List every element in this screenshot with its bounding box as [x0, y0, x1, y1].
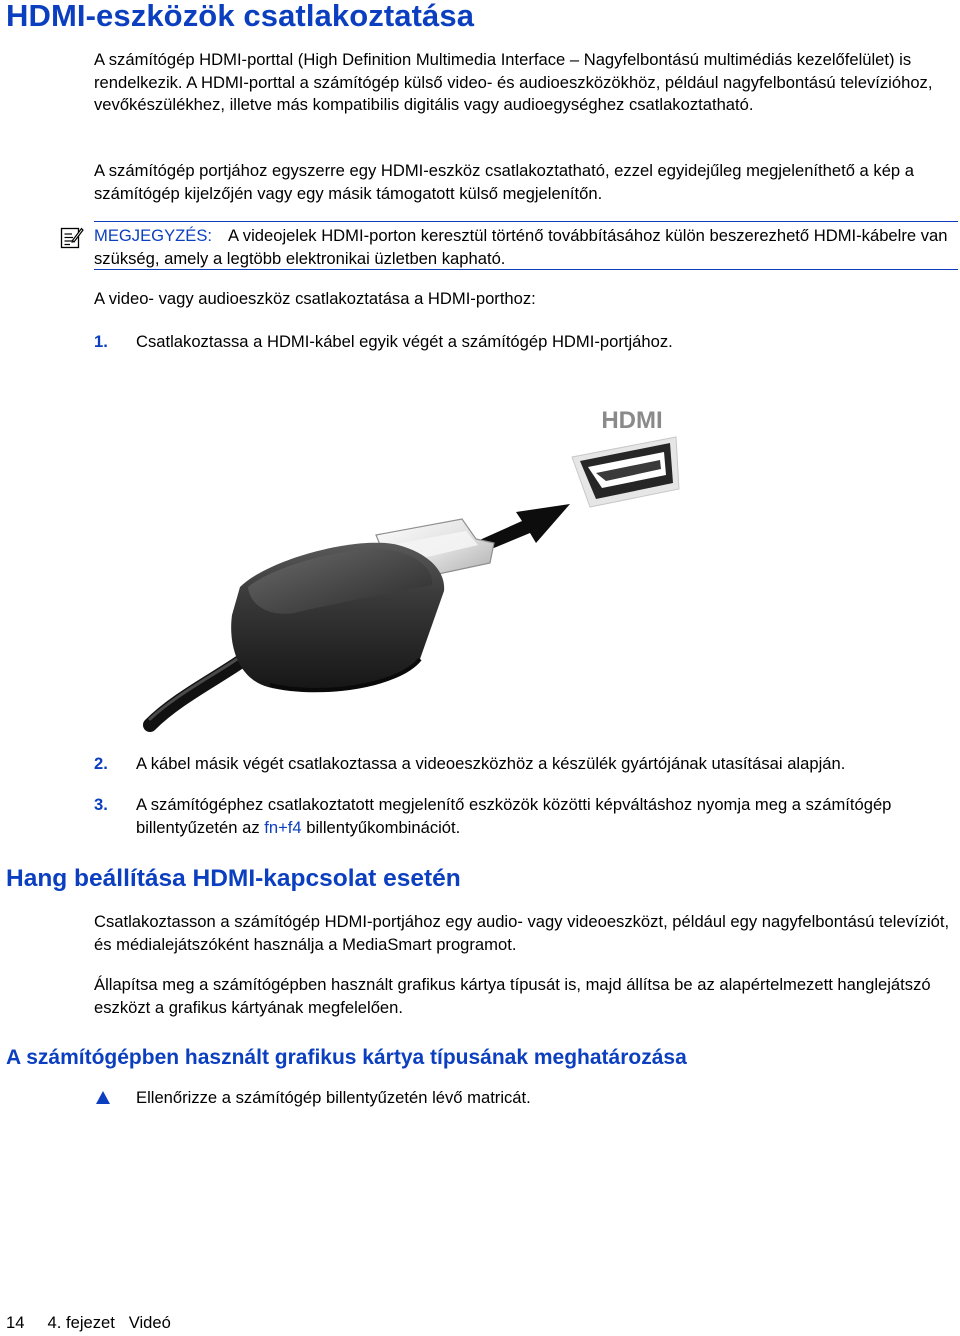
section-heading: Hang beállítása HDMI-kapcsolat esetén — [6, 865, 461, 892]
note-icon — [60, 225, 84, 249]
step-text-after: billentyűkombinációt. — [301, 817, 461, 837]
page-number: 14 — [6, 1313, 25, 1332]
key-combination: fn+f4 — [264, 817, 302, 837]
note-bottom-rule — [94, 269, 958, 270]
step-text-before: A számítógéphez csatlakoztatott megjelenítő eszközök közötti képváltáshoz nyomja meg a számítógép billentyűzetén az — [136, 795, 892, 837]
step-number: 3. — [94, 795, 108, 814]
step-number: 1. — [94, 332, 108, 351]
chapter-number: 4. fejezet — [47, 1313, 115, 1332]
step-text: Csatlakoztassa a HDMI-kábel egyik végét a számítógép HDMI-portjához. — [136, 332, 673, 351]
hdmi-plug — [231, 519, 494, 692]
step-text: A kábel másik végét csatlakoztassa a videoeszközhöz a készülék gyártójának utasításai alapján. — [136, 754, 846, 773]
note-body: A videojelek HDMI-porton keresztül történő továbbításához külön beszerezhető HDMI-kábelre van szükség, amely a legtöbb elektronikai üzletben kapható. — [94, 226, 948, 268]
triangle-bullet-icon — [96, 1091, 110, 1104]
step-text: Ellenőrizze a számítógép billentyűzetén lévő matricát. — [136, 1088, 531, 1107]
hdmi-port-label: HDMI — [601, 407, 663, 434]
chapter-title: Videó — [128, 1313, 171, 1332]
note-top-rule — [94, 221, 958, 222]
page-footer — [6, 1312, 171, 1334]
note-text — [94, 224, 958, 270]
audio-paragraph-1: Csatlakoztasson a számítógép HDMI-portjához egy audio- vagy videoeszközt, például egy nagyfelbontású televíziót, és médialejátszóként használja a MediaSmart programot. — [94, 912, 950, 954]
connect-intro: A video- vagy audioeszköz csatlakoztatása a HDMI-porthoz: — [94, 289, 536, 308]
hdmi-connection-illustration — [128, 395, 688, 735]
hdmi-port — [572, 437, 679, 507]
audio-paragraph-2: Állapítsa meg a számítógépben használt grafikus kártya típusát is, majd állítsa be az alapértelmezett hanglejátszó eszközt a grafikus kártyának megfelelően. — [94, 975, 931, 1017]
note-label: MEGJEGYZÉS: — [94, 226, 213, 245]
subsection-heading: A számítógépben használt grafikus kártya típusának meghatározása — [6, 1046, 687, 1069]
step-number: 2. — [94, 754, 108, 773]
step-text — [136, 794, 960, 839]
hdmi-cable — [150, 655, 250, 725]
intro-paragraph-2: A számítógép portjához egyszerre egy HDMI-eszköz csatlakoztatható, ezzel egyidejűleg megjeleníthető a kép a számítógép kijelzőjén vagy egy másik támogatott külső megjelenítőn. — [94, 161, 914, 203]
page-heading: HDMI-eszközök csatlakoztatása — [6, 0, 475, 33]
intro-paragraph-1: A számítógép HDMI-porttal (High Definition Multimedia Interface – Nagyfelbontású multimédiás kezelőfelület) is rendelkezik. A HDMI-porttal a számítógép külső video- és audioeszközökhöz, például nagyfelbontású televízióhoz, vevőkészülékhez, illetve más kompatibilis digitális vagy audioegységhez csatlakoztatható. — [94, 50, 933, 115]
